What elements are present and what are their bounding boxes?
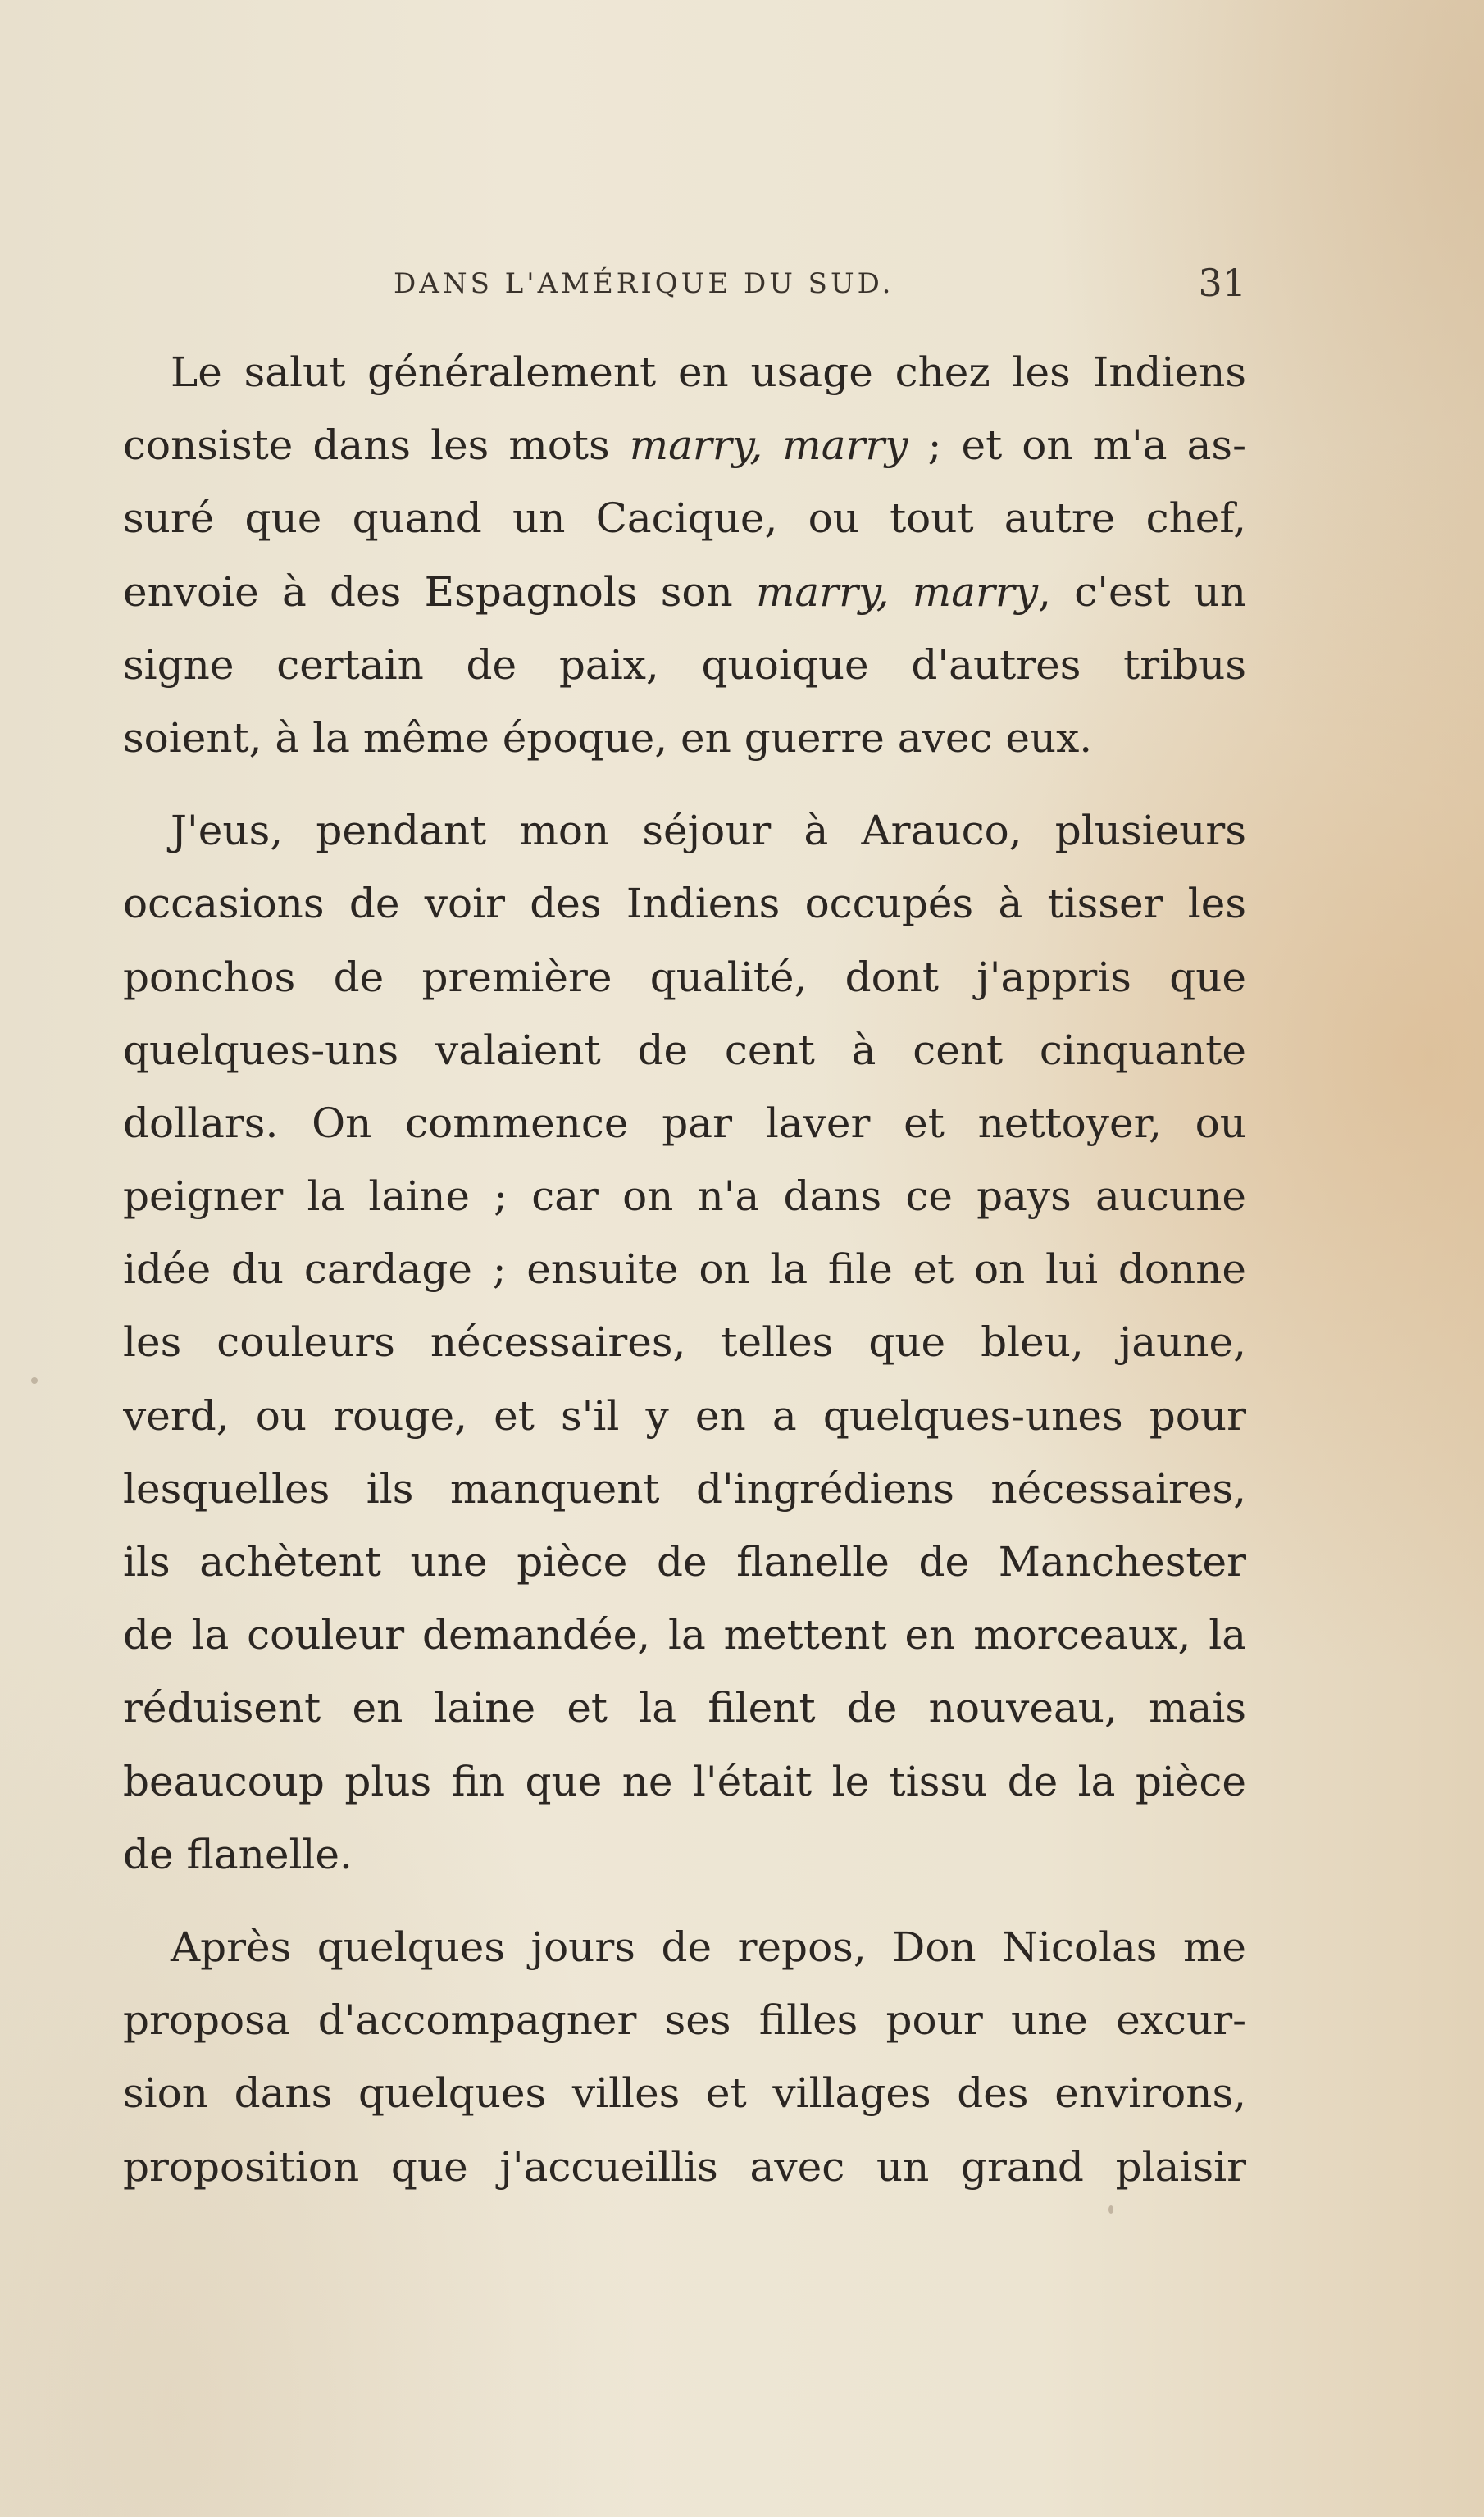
running-title: DANS L'AMÉRIQUE DU SUD. [394, 267, 894, 300]
italic-term: marry, marry [629, 421, 908, 470]
paragraph-1 [123, 336, 1246, 775]
text-line: verd, ou rouge, et s'il y en a quelques-unes pour [123, 1391, 1246, 1440]
paragraph-2 [123, 794, 1246, 1891]
text-line: Le salut généralement en usage chez les Indiens [171, 348, 1246, 396]
text-line: consiste dans les mots marry, marry ; et on m'a as- [123, 421, 1246, 470]
text-line: Après quelques jours de repos, Don Nicolas me [171, 1923, 1246, 1971]
text-line: réduisent en laine et la filent de nouveau, mais [123, 1684, 1246, 1732]
text-line: soient, à la même époque, en guerre avec eux. [123, 713, 1093, 762]
text-line: idée du cardage ; ensuite on la file et on lui donne [123, 1245, 1246, 1294]
text-line: proposition que j'accueillis avec un grand plaisir [123, 2142, 1246, 2191]
text-line: quelques-uns valaient de cent à cent cinquante [123, 1026, 1246, 1074]
text-line: sion dans quelques villes et villages des environs, [123, 2069, 1246, 2118]
text-line: occasions de voir des Indiens occupés à tisser les [123, 880, 1246, 928]
text-line: suré que quand un Cacique, ou tout autre chef, [123, 494, 1246, 543]
text-line: de flanelle. [123, 1830, 353, 1878]
text-line: J'eus, pendant mon séjour à Arauco, plusieurs [171, 807, 1246, 855]
paragraph-3 [123, 1911, 1246, 2204]
ink-speck [1108, 2205, 1113, 2214]
text-line: dollars. On commence par laver et nettoyer, ou [123, 1099, 1246, 1147]
text-line: ponchos de première qualité, dont j'appris que [123, 953, 1246, 1001]
ink-speck [31, 1377, 38, 1384]
page-number: 31 [1198, 261, 1246, 305]
text-line: ils achètent une pièce de flanelle de Manchester [123, 1538, 1246, 1586]
text-line: de la couleur demandée, la mettent en morceaux, la [123, 1611, 1246, 1659]
text-line: beaucoup plus fin que ne l'était le tissu de la pièce [123, 1757, 1246, 1805]
text-line: envoie à des Espagnols son marry, marry, c'est un [123, 567, 1246, 616]
text-line: proposa d'accompagner ses filles pour une excur- [123, 1996, 1246, 2045]
text-line: lesquelles ils manquent d'ingrédiens nécessaires, [123, 1464, 1246, 1513]
italic-term: marry, marry [756, 567, 1039, 616]
text-line: les couleurs nécessaires, telles que bleu, jaune, [123, 1318, 1246, 1367]
body-text [123, 336, 1246, 2223]
running-head [123, 261, 1246, 310]
text-line: signe certain de paix, quoique d'autres tribus [123, 640, 1246, 689]
text-line: peigner la laine ; car on n'a dans ce pays aucune [123, 1172, 1246, 1221]
